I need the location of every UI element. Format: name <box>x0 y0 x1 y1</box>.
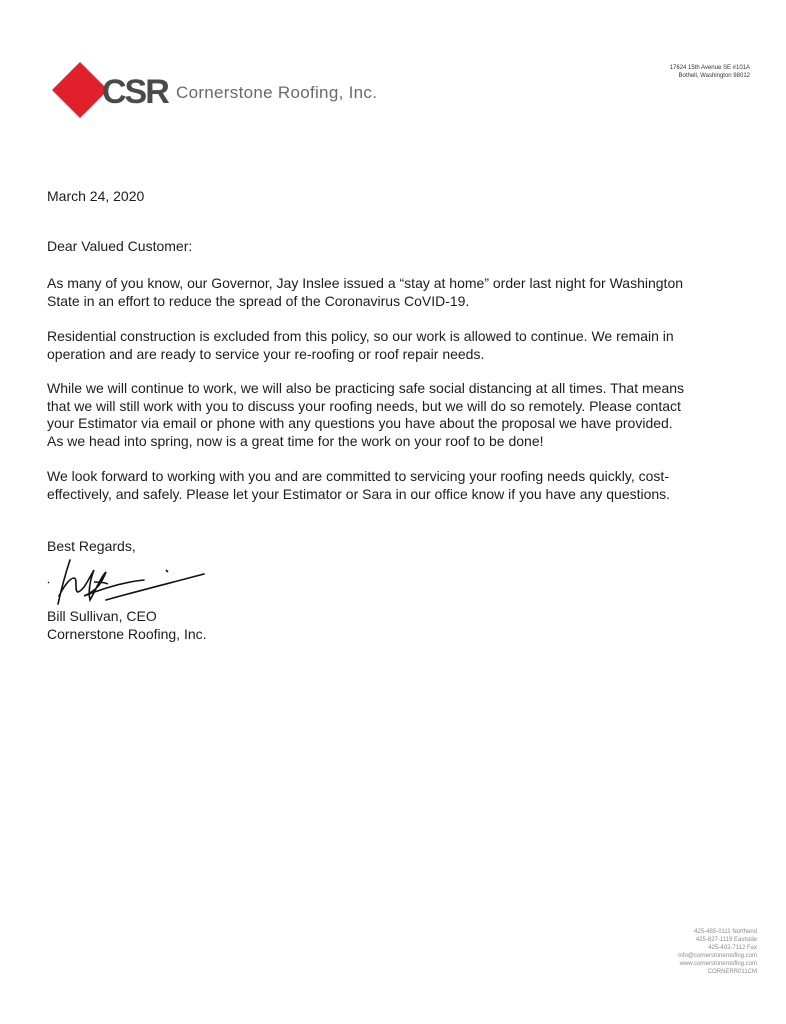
logo-csr-text: CSR <box>102 73 168 111</box>
paragraph-line: effectively, and safely. Please let your Estimator or Sara in our office know if you have any questions. <box>47 485 671 502</box>
footer-line: 425-485-0111 Northend <box>694 929 757 935</box>
paragraph-construction <box>47 328 753 363</box>
address-line: Bothell, Washington 98012 <box>678 73 750 79</box>
paragraph-line: As many of you know, our Governor, Jay Inslee issued a “stay at home” order last night for Washington <box>47 275 684 291</box>
footer-license: CORNERR011CM <box>707 968 757 975</box>
paragraph-line: your Estimator via email or phone with any questions you have about the proposal we have provided. <box>47 415 673 431</box>
footer-line: 425-402-7112 Fax <box>708 944 757 951</box>
company-name: Cornerstone Roofing, Inc. <box>176 83 378 102</box>
paragraph-line: While we will continue to work, we will also be practicing safe social distancing at all times. That means <box>47 380 685 396</box>
paragraph-line: As we head into spring, now is a great time for the work on your roof to be done! <box>47 432 544 449</box>
company-logo <box>52 62 378 122</box>
footer-email: info@cornerstoneroofing.com <box>678 952 757 959</box>
signature-icon <box>44 552 214 610</box>
closing: Best Regards, <box>47 538 136 554</box>
paragraph-closing-remarks <box>47 468 753 503</box>
paragraph-line: Residential construction is excluded from this policy, so our work is allowed to continue. We remain in <box>47 328 674 344</box>
paragraph-stay-at-home <box>47 275 753 310</box>
footer-line: 425-827-1119 Eastside <box>695 936 757 943</box>
paragraph-social-distancing <box>47 380 753 450</box>
contact-footer <box>678 929 757 976</box>
paragraph-line: State in an effort to reduce the spread of the Coronavirus CoVID-19. <box>47 292 470 309</box>
address-line: 17624 15th Avenue SE #101A <box>669 65 750 71</box>
paragraph-line: operation and are ready to service your re-roofing or roof repair needs. <box>47 345 485 362</box>
paragraph-line: We look forward to working with you and are committed to servicing your roofing needs quickly, cost- <box>47 468 669 484</box>
signer-company: Cornerstone Roofing, Inc. <box>47 626 207 642</box>
salutation: Dear Valued Customer: <box>47 238 193 254</box>
footer-website: www.cornerstoneroofing.com <box>679 960 757 967</box>
signer-block <box>47 607 207 643</box>
letter-date: March 24, 2020 <box>47 188 145 204</box>
signer-name: Bill Sullivan, CEO <box>47 608 157 624</box>
company-address <box>670 64 750 80</box>
paragraph-line: that we will still work with you to discuss your roofing needs, but we will do so remotely. Please contact <box>47 397 681 414</box>
